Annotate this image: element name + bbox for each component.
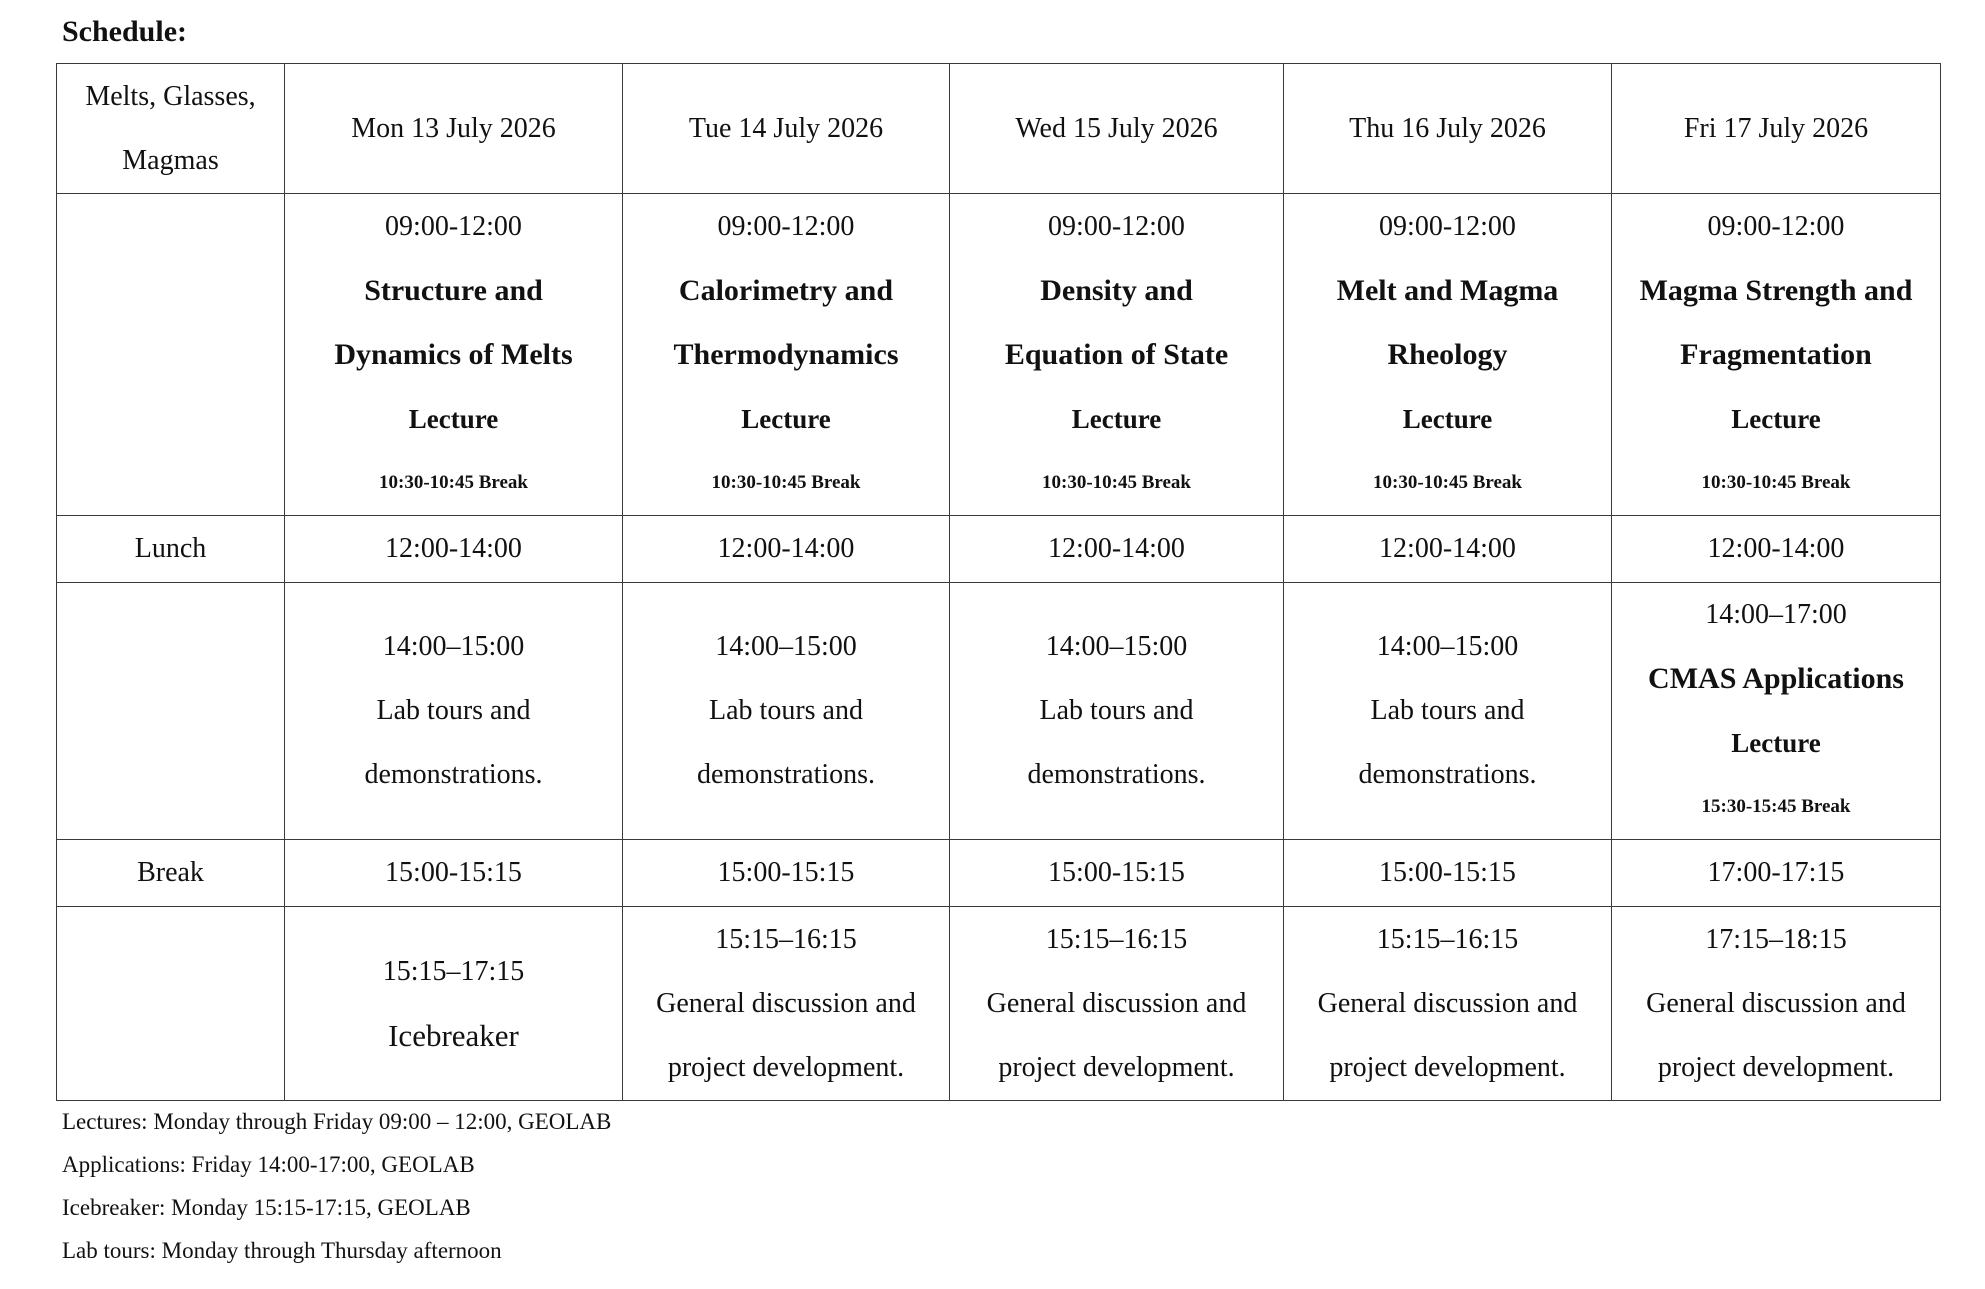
session-type: Lecture [1731, 403, 1821, 434]
morning-label-cell [57, 194, 285, 516]
session-title-line-2: Rheology [1387, 337, 1508, 371]
day-header-mon: Mon 13 July 2026 [285, 64, 623, 194]
day-header-tue: Tue 14 July 2026 [623, 64, 950, 194]
session-desc-line-2: demonstrations. [364, 759, 543, 790]
session-break: 10:30-10:45 Break [1701, 471, 1851, 493]
lunch-row [57, 516, 1941, 583]
morning-cell-mon [285, 194, 623, 516]
evening-label-cell [57, 907, 285, 1101]
note-lab-tours: Lab tours: Monday through Thursday afternoon [62, 1238, 502, 1263]
session-time: 09:00-12:00 [385, 210, 522, 242]
session-time: 09:00-12:00 [1379, 210, 1516, 242]
lunch-time-thu: 12:00-14:00 [1284, 516, 1612, 583]
afternoon-cell-wed [950, 583, 1284, 840]
lunch-label: Lunch [57, 516, 285, 583]
session-break: 10:30-10:45 Break [1042, 471, 1191, 493]
session-type: Lecture [1731, 728, 1821, 758]
evening-cell-mon [285, 907, 623, 1101]
corner-line-2: Magmas [122, 144, 219, 176]
session-desc-line-1: General discussion and [986, 987, 1247, 1019]
break-time-fri: 17:00-17:15 [1612, 840, 1941, 907]
break-time-thu: 15:00-15:15 [1284, 840, 1612, 907]
session-title: Icebreaker [388, 1017, 519, 1053]
session-time: 15:15–16:15 [1045, 923, 1188, 955]
session-title-line-2: Fragmentation [1680, 337, 1872, 371]
session-time: 14:00–15:00 [1045, 631, 1188, 662]
session-time: 15:15–16:15 [715, 923, 857, 955]
session-desc-line-2: project development. [1329, 1051, 1566, 1083]
header-row [57, 64, 1941, 194]
session-title-line-2: Equation of State [1004, 337, 1229, 371]
break-row [57, 840, 1941, 907]
lunch-time-tue: 12:00-14:00 [623, 516, 950, 583]
evening-cell-fri [1612, 907, 1941, 1101]
session-desc-line-1: Lab tours and [709, 695, 863, 726]
note-icebreaker: Icebreaker: Monday 15:15-17:15, GEOLAB [62, 1195, 471, 1220]
evening-row [57, 907, 1941, 1101]
evening-cell-wed [950, 907, 1284, 1101]
session-desc-line-1: Lab tours and [1039, 695, 1194, 726]
evening-cell-thu [1284, 907, 1612, 1101]
session-break: 10:30-10:45 Break [1373, 471, 1522, 493]
lunch-time-mon: 12:00-14:00 [285, 516, 623, 583]
session-type: Lecture [1402, 403, 1493, 434]
session-time: 14:00–17:00 [1705, 599, 1847, 630]
lunch-time-wed: 12:00-14:00 [950, 516, 1284, 583]
session-time: 14:00–15:00 [382, 631, 525, 662]
session-time: 09:00-12:00 [1707, 210, 1845, 242]
session-title-line-2: Dynamics of Melts [334, 337, 573, 371]
morning-cell-fri [1612, 194, 1941, 516]
afternoon-label-cell [57, 583, 285, 840]
morning-row [57, 194, 1941, 516]
afternoon-row [57, 583, 1941, 840]
session-time: 09:00-12:00 [717, 210, 855, 242]
evening-cell-tue [623, 907, 950, 1101]
session-break: 10:30-10:45 Break [379, 471, 528, 493]
morning-cell-wed [950, 194, 1284, 516]
session-type: Lecture [741, 403, 831, 434]
session-desc-line-1: General discussion and [656, 987, 916, 1019]
session-break: 15:30-15:45 Break [1701, 796, 1851, 817]
break-time-tue: 15:00-15:15 [623, 840, 950, 907]
page-title: Schedule: [62, 15, 188, 48]
session-title: CMAS Applications [1648, 662, 1904, 695]
session-title-line-1: Calorimetry and [678, 273, 894, 307]
session-title-line-2: Thermodynamics [673, 337, 899, 371]
session-title-line-1: Magma Strength and [1639, 273, 1913, 307]
session-type: Lecture [408, 403, 499, 434]
afternoon-cell-mon [285, 583, 623, 840]
session-desc-line-1: Lab tours and [1370, 695, 1525, 726]
session-title-line-1: Density and [1040, 273, 1193, 307]
session-time: 14:00–15:00 [1376, 631, 1519, 662]
corner-cell [57, 64, 285, 194]
afternoon-cell-thu [1284, 583, 1612, 840]
session-desc-line-2: project development. [1657, 1051, 1895, 1083]
morning-cell-tue [623, 194, 950, 516]
lunch-time-fri: 12:00-14:00 [1612, 516, 1941, 583]
afternoon-cell-fri [1612, 583, 1941, 840]
morning-cell-thu [1284, 194, 1612, 516]
session-desc-line-1: General discussion and [1646, 987, 1906, 1019]
session-time: 15:15–16:15 [1376, 923, 1519, 955]
day-header-wed: Wed 15 July 2026 [950, 64, 1284, 194]
note-applications: Applications: Friday 14:00-17:00, GEOLAB [62, 1152, 475, 1177]
break-label: Break [57, 840, 285, 907]
corner-line-1: Melts, Glasses, [85, 80, 256, 112]
session-time: 14:00–15:00 [715, 631, 857, 662]
session-desc-line-2: project development. [998, 1051, 1235, 1083]
session-time: 09:00-12:00 [1048, 210, 1185, 242]
session-desc-line-2: demonstrations. [1358, 759, 1537, 790]
session-desc-line-2: demonstrations. [1027, 759, 1206, 790]
break-time-wed: 15:00-15:15 [950, 840, 1284, 907]
session-desc-line-2: demonstrations. [696, 759, 876, 790]
session-desc-line-1: Lab tours and [376, 695, 531, 726]
session-break: 10:30-10:45 Break [711, 471, 861, 493]
session-desc-line-1: General discussion and [1317, 987, 1578, 1019]
notes-list [62, 1100, 611, 1272]
session-title-line-1: Melt and Magma [1336, 273, 1559, 307]
day-header-fri: Fri 17 July 2026 [1612, 64, 1941, 194]
day-header-thu: Thu 16 July 2026 [1284, 64, 1612, 194]
break-time-mon: 15:00-15:15 [285, 840, 623, 907]
session-desc-line-2: project development. [667, 1051, 905, 1083]
schedule-table [56, 63, 1941, 1101]
afternoon-cell-tue [623, 583, 950, 840]
session-time: 17:15–18:15 [1705, 923, 1847, 955]
session-time: 15:15–17:15 [382, 955, 525, 987]
note-lectures: Lectures: Monday through Friday 09:00 – 12:00, GEOLAB [62, 1109, 612, 1134]
session-title-line-1: Structure and [364, 273, 543, 307]
session-type: Lecture [1071, 403, 1162, 434]
